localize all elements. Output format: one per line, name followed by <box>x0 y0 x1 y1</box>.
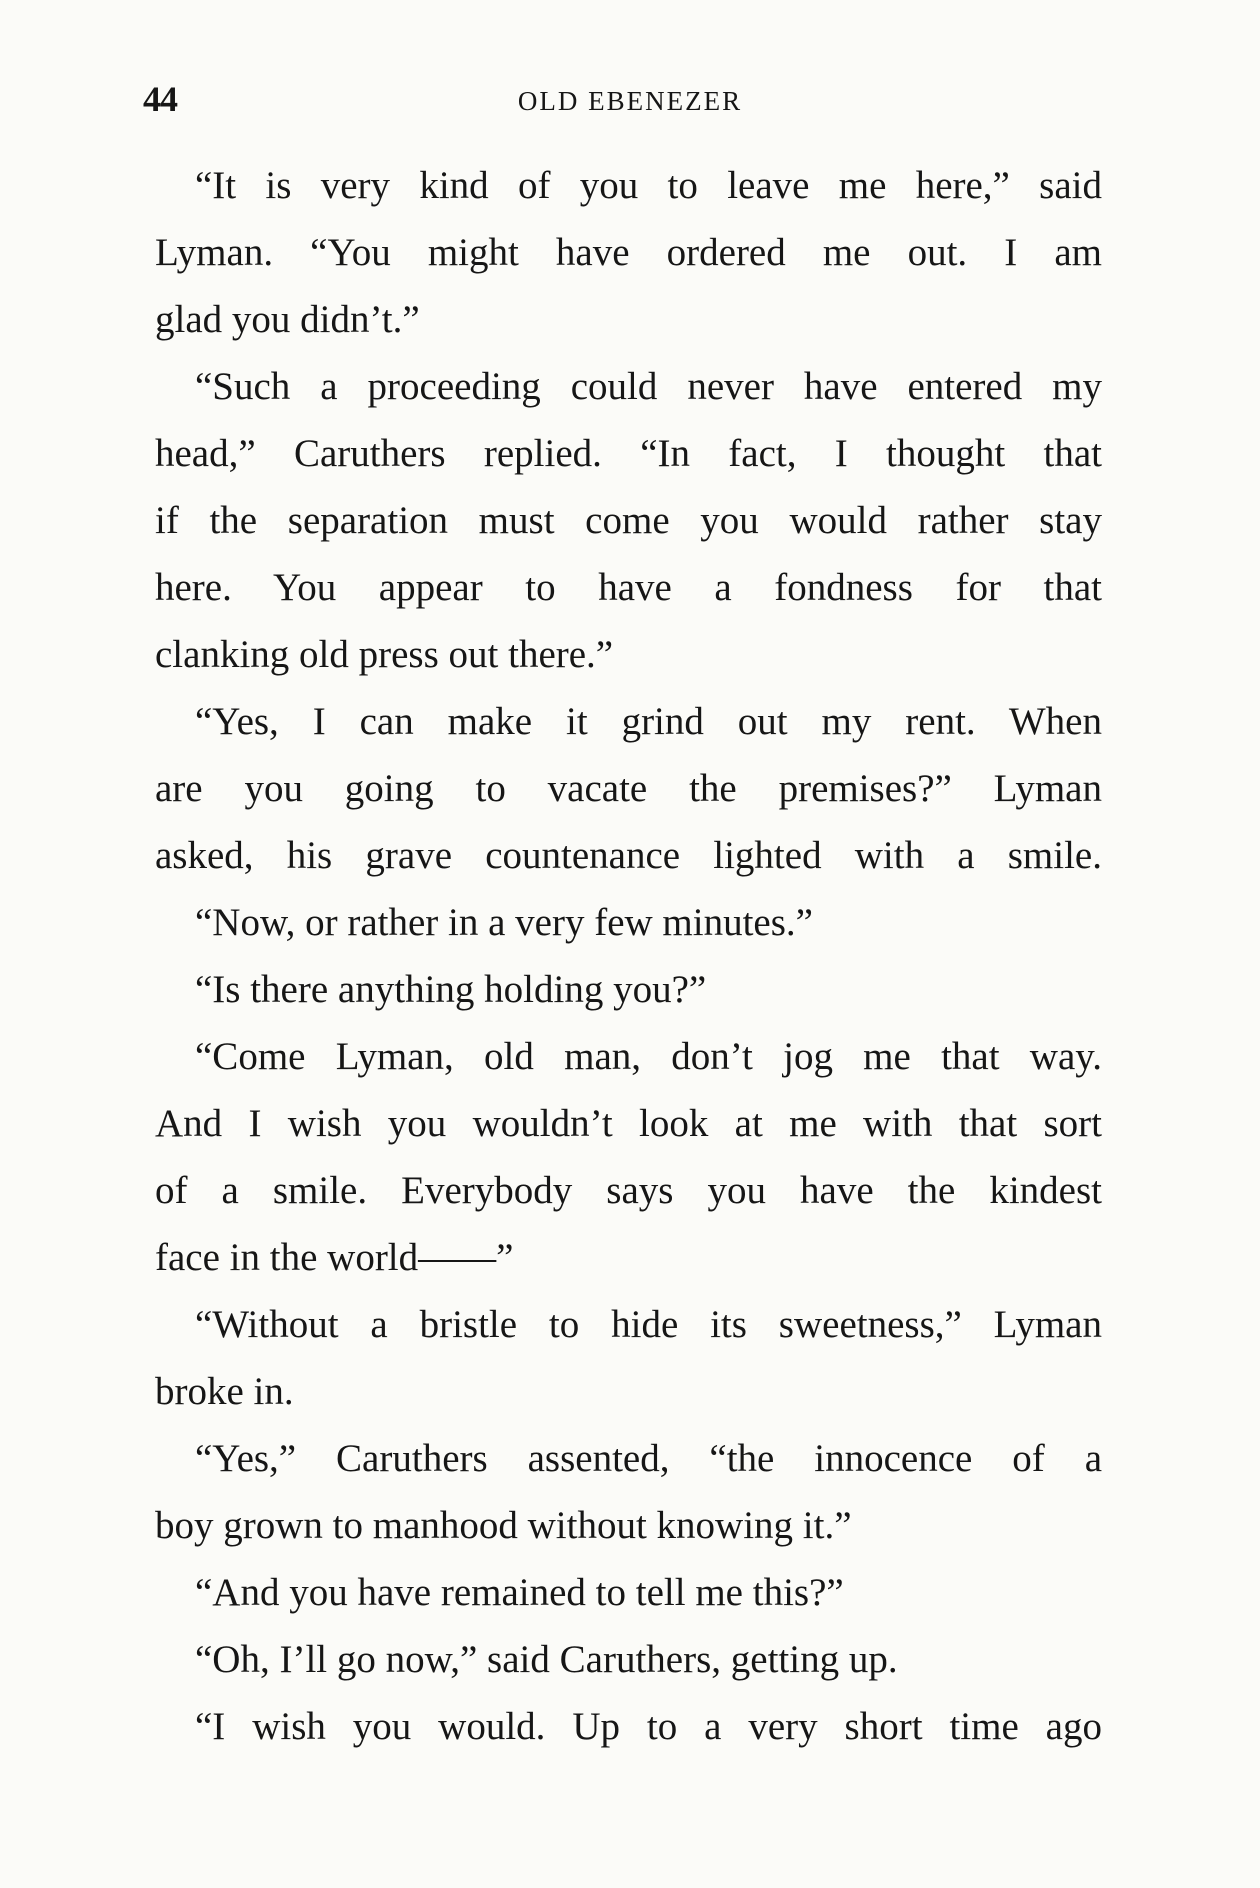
text-line: glad you didn’t.” <box>155 298 420 341</box>
text-line: broke in. <box>155 1370 294 1413</box>
text-line: “I wish you would. Up to a very short time ago <box>195 1705 1102 1748</box>
text-line: boy grown to manhood without knowing it.” <box>155 1504 852 1547</box>
text-line: “Yes, I can make it grind out my rent. When <box>195 700 1102 743</box>
text-line: are you going to vacate the premises?” Lyman <box>155 767 1102 810</box>
body-text <box>155 152 1102 1760</box>
text-line: “And you have remained to tell me this?” <box>195 1571 844 1614</box>
text-line: “Now, or rather in a very few minutes.” <box>195 901 813 944</box>
text-line: Lyman. “You might have ordered me out. I am <box>155 231 1102 274</box>
text-line: of a smile. Everybody says you have the kindest <box>155 1169 1102 1212</box>
text-line: clanking old press out there.” <box>155 633 614 676</box>
text-line: “Come Lyman, old man, don’t jog me that way. <box>195 1035 1102 1078</box>
text-line: “Such a proceeding could never have entered my <box>195 365 1102 408</box>
page-number: 44 <box>143 79 177 119</box>
text-line: “Oh, I’ll go now,” said Caruthers, getting up. <box>195 1638 898 1681</box>
text-line: And I wish you wouldn’t look at me with that sort <box>155 1102 1102 1145</box>
text-line: “Yes,” Caruthers assented, “the innocence of a <box>195 1437 1102 1480</box>
text-line: here. You appear to have a fondness for that <box>155 566 1102 609</box>
page-header <box>0 78 1260 126</box>
text-line: “Without a bristle to hide its sweetness,” Lyman <box>195 1303 1102 1346</box>
text-line: “Is there anything holding you?” <box>195 968 707 1011</box>
text-line: head,” Caruthers replied. “In fact, I thought that <box>155 432 1102 475</box>
text-line: “It is very kind of you to leave me here,” said <box>195 164 1102 207</box>
text-line: if the separation must come you would rather stay <box>155 499 1102 542</box>
text-line: face in the world——” <box>155 1236 514 1279</box>
running-title: OLD EBENEZER <box>517 86 743 116</box>
text-line: asked, his grave countenance lighted with a smile. <box>155 834 1102 877</box>
